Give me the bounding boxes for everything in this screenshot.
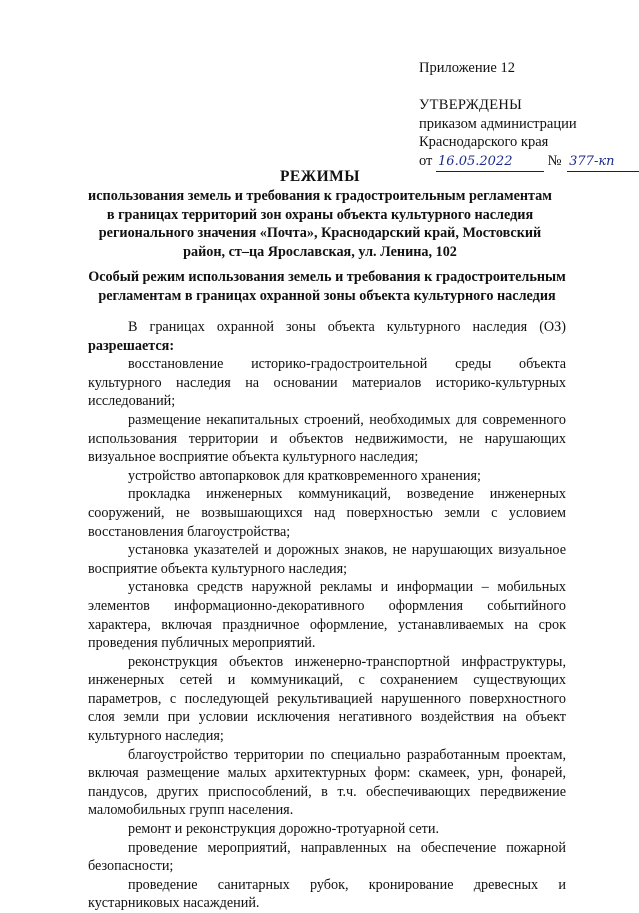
handwritten-number: 377-кп xyxy=(567,153,639,173)
list-item: установка средств наружной рекламы и информации – мобильных элементов информационно-декоративного оформления событийного характера, включая праздничное оформление, устанавливаемых на срок проведения публичных мероприятий. xyxy=(88,579,566,652)
allowed-label: разрешается: xyxy=(88,337,175,354)
title-text: использования земель и требования к градостроительным регламентам в границах территорий зон охраны объекта культурного наследия регионального значения «Почта», Краснодарский край, Мостовский район, ст–ца Ярославская, ул. Ленина, 102 xyxy=(88,188,552,260)
intro-paragraph xyxy=(88,318,566,355)
list-item: благоустройство территории по специально разработанным проектам, включая размещение малых архитектурных форм: скамеек, урн, фонарей, пандусов, других приспособлений, в т.ч. обеспечивающих передвижение маломобильных групп населения. xyxy=(88,746,566,819)
document-body xyxy=(88,318,566,913)
list-item: установка указателей и дорожных знаков, не нарушающих визуальное восприятие объекта культурного наследия; xyxy=(88,542,566,577)
list-item: проведение санитарных рубок, кронирование древесных и кустарниковых насаждений. xyxy=(88,876,566,912)
appendix-label: Приложение 12 xyxy=(419,60,515,76)
list-item: размещение некапитальных строений, необходимых для современного использования территории и объектов недвижимости, не нарушающих визуальное восприятие объекта культурного наследия; xyxy=(88,411,566,466)
number-sign: № xyxy=(547,152,562,169)
list-item: прокладка инженерных коммуникаций, возведение инженерных сооружений, не возвышающихся над поверхностью земли с условием восстановления благоустройства; xyxy=(88,486,566,540)
list-item: устройство автопарковок для кратковременного хранения; xyxy=(128,467,481,484)
date-prefix: от xyxy=(419,152,433,169)
intro-text: В границах охранной зоны объекта культурного наследия (ОЗ) xyxy=(128,319,566,335)
list-item: восстановление историко-градостроительной среды объекта культурного наследия на основании материалов историко-культурных исследований; xyxy=(88,356,566,410)
section-subtitle: Особый режим использования земель и требования к градостроительным регламентам в границах охранной зоны объекта культурного наследия xyxy=(88,269,566,304)
title-regimes: РЕЖИМЫ xyxy=(279,168,361,185)
handwritten-date: 16.05.2022 xyxy=(436,153,544,173)
order-line-2: Краснодарского края xyxy=(419,134,549,150)
list-item: реконструкция объектов инженерно-транспортной инфраструктуры, инженерных сетей и коммуникаций, с сохранением существующих параметров, с последующей рекультивацией нарушенного поверхностного слоя земли при условии исключения негативного воздействия на объект культурного наследия; xyxy=(88,653,566,745)
list-item: ремонт и реконструкция дорожно-тротуарной сети. xyxy=(128,821,439,838)
document-title xyxy=(88,168,552,261)
approval-block xyxy=(419,96,639,172)
order-line-1: приказом администрации xyxy=(419,115,577,132)
approved-heading: УТВЕРЖДЕНЫ xyxy=(419,97,523,113)
list-item: проведение мероприятий, направленных на обеспечение пожарной безопасности; xyxy=(88,839,566,875)
